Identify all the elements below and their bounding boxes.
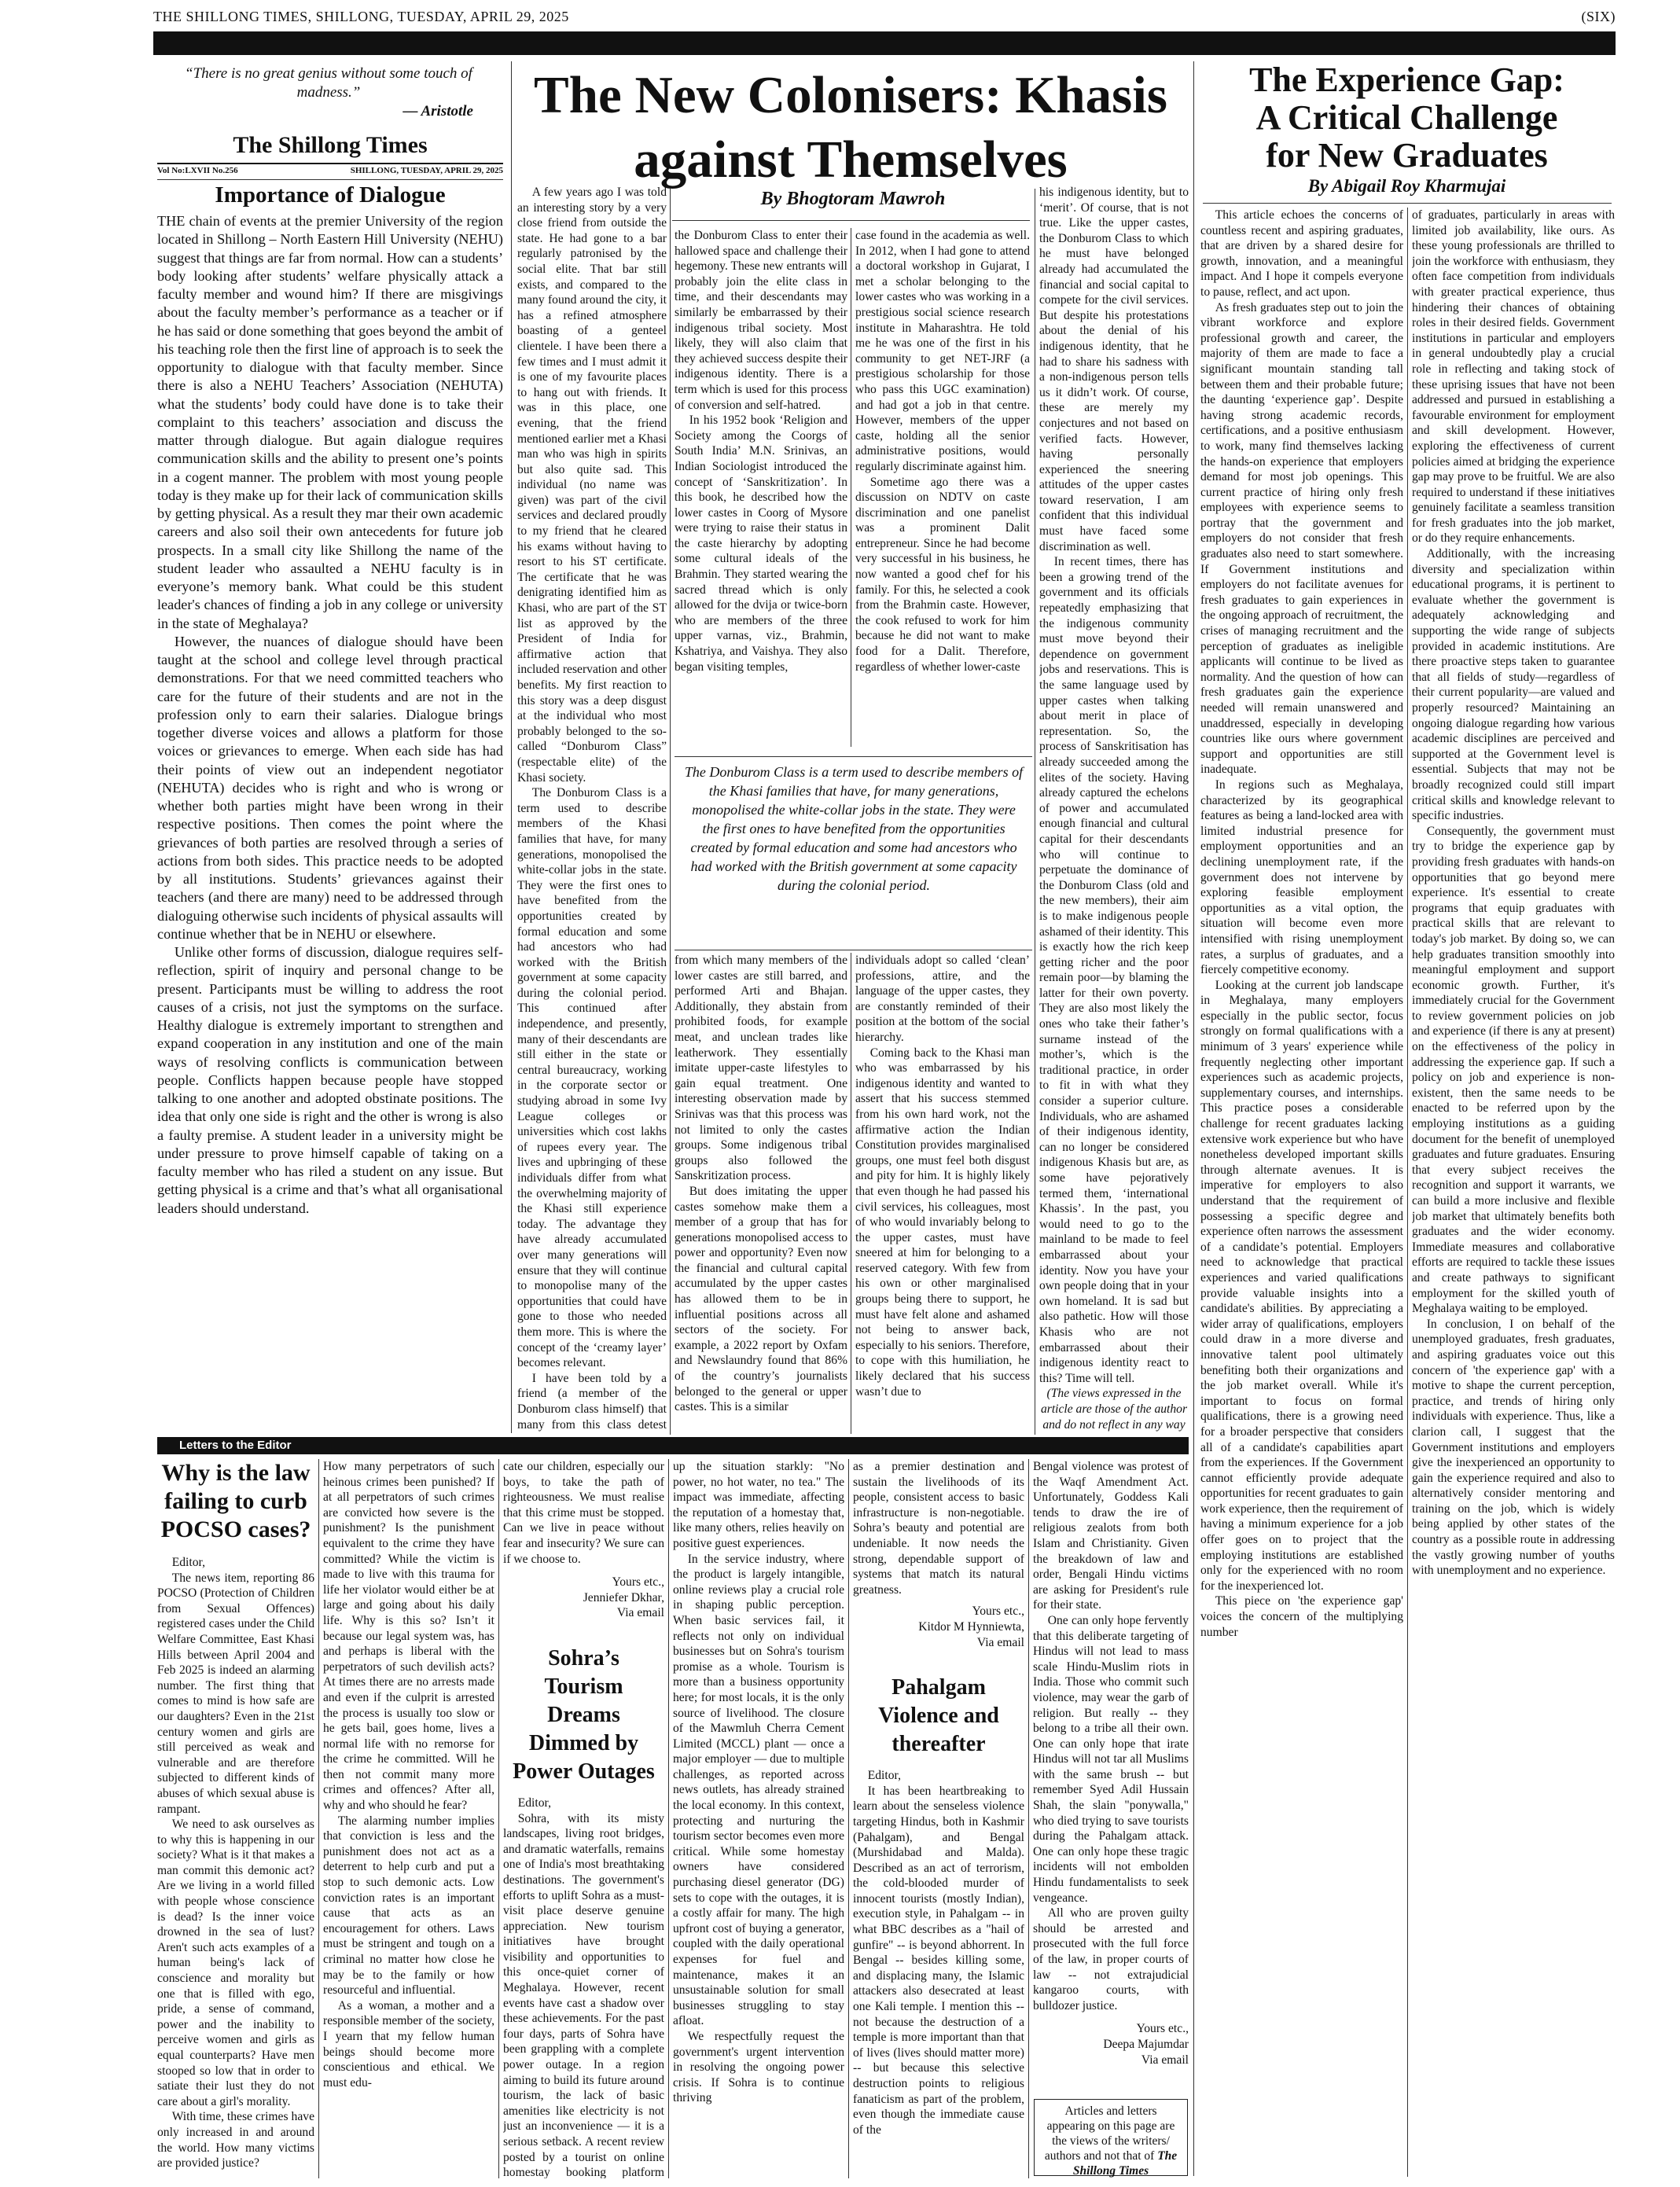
eg-paragraph: of graduates, particularly in areas with limited job availability, like ours. As these young professionals are thrilled to join the workforce with enthusiasm, they often face competition from individuals with greater practical experience, thus hindering their chances of obtaining roles in their desired fields. Government institutions in particular and employers in general undoubtedly play a crucial role in reflecting and taking stock of these uprising issues that have not been addressed and pursued in establishing a favourable environment for employment and skill development. However, exploring the effectiveness of current policies aimed at bridging the experience gap may prove to be fruitful. We are also required to understand if these initiatives genuinely facilitate a seamless transition for fresh graduates into the job market, or do they require enhancements. <box>1412 208 1615 546</box>
letter-paragraph: As a woman, a mother and a responsible member of the society, I yearn that my fellow human beings should become more conscientious and ethical. We must edu- <box>323 1998 494 2090</box>
main-col3b <box>855 953 1030 1434</box>
letter-paragraph: We need to ask ourselves as to why this is happening in our society? What is it that makes a man commit this demonic act? Are we living in a world filled with people whose conscience is dead? Is the inner voice drowned in the sea of lust? Aren't such acts examples of a human being's lack of conscience and morality but one that is filled with ego, pride, a sense of command, power and the inability to perceive women and girls as equal counterparts? Have men stooped so low that in order to satiate their lust they do not care about a girl's morality. <box>157 1818 314 2108</box>
main-paragraph: A few years ago I was told an interesting story by a very close friend from outside the state. He had gone to a bar regularly patronised by the social elite. That bar still exists, and compared to the many found around the city, it has a refined atmosphere boasting of a genteel clientele. I have been there a few times and I must admit it is one of my favourite places to hang out with friends. It was in this place, one evening, that the friend mentioned earlier met a Khasi man who was high in spirits but also quite sad. This individual (no name was given) was part of the civil services and declared proudly to my friend that he cleared his exams without having to resort to his ST certificate. The certificate that he was denigrating identified him as Khasi, who are part of the ST list as approved by the President of India for affirmative action that included reservation and other benefits. My first reaction to this story was a deep disgust at the individual who most probably belonged to the so-called “Donburom Class” (respectable elite) of the Khasi society. <box>517 186 667 785</box>
column-divider <box>668 1459 669 2178</box>
eg-paragraph: As fresh graduates step out to join the vibrant workforce and explore professional growth and career, the majority of them are made to face a significant mountain standing tall between them and their probable future; the daunting ‘experience gap’. Despite having strong academic records, certifications, and a positive enthusiasm to work, many find themselves lacking the hands-on experience that employers demand for most job openings. This current practice of hiring only fresh employees with experience seems to portray that the government and employers do not consider that fresh graduates also need to start somewhere. If Government institutions and employers do not facilitate avenues for fresh graduates to gain experiences in the ongoing approach of recruitment, the crises of managing recruitment and the perception of graduates as ineligible applicants will continue to be lived as normality. And the question of how can fresh graduates gain the experience needed will remain unanswered and unaddressed, especially in developing countries like ours where government support and opportunities are still inadequate. <box>1200 300 1403 777</box>
letter-paragraph: All who are proven guilty should be arrested and prosecuted with the full force of the law, in proper courts of law -- not extrajudicial kangaroo courts, with bulldozer justice. <box>1033 1906 1189 2012</box>
main-paragraph: Sometime ago there was a discussion on NDTV on caste discrimination and one panelist was a prominent Dalit entrepreneur. Since he had become very successful in his business, he now wanted a good chef for his family. For this, he selected a cook from the Brahmin caste. However, the cook refused to work for him because he did not want to make food for a Dalit. Therefore, regardless of whether lower-caste <box>855 475 1030 674</box>
eg-title-line3: for New Graduates <box>1266 136 1548 175</box>
eg-paragraph: In regions such as Meghalaya, characterized by its geographical features as being a land-locked area with limited industrial presence for employment opportunities and an declining unemployment rate, if the government does not intervene by exploring feasible employment opportunities as a vital option, the situation will become even more intensified with rising unemployment rates, a surplus of graduates, and a fiercely competitive economy. <box>1200 777 1403 977</box>
main-col1 <box>517 185 667 1435</box>
header-date-line: THE SHILLONG TIMES, SHILLONG, TUESDAY, APRIL 29, 2025 <box>153 8 569 24</box>
letter2-via: Via email <box>976 1635 1024 1649</box>
letter-paragraph: The news item, reporting 86 POCSO (Protection of Children from Sexual Offences) registered cases under the Child Welfare Committee, East Khasi Hills between April 2004 and Feb 2025 is indeed an alarming number. The first thing that comes to mind is how safe are our daughters? Even in the 21st century women and girls are still perceived as weak and vulnerable and are therefore subjected to different kinds of abuses of which sexual abuse is rampant. <box>157 1571 314 1816</box>
eg-title-line1: The Experience Gap: <box>1249 61 1564 99</box>
column-divider <box>511 61 512 1433</box>
quote-author: — Aristotle <box>403 103 473 119</box>
editorial-paragraph: However, the nuances of dialogue should have been taught at the school and college level through practical demonstrations. For that we need committed teachers who care for the future of their students and are not in the profession only to earn their salaries. Dialogue brings together diverse voices and allows a platform for those voices or grievances to emerge. When each side has had their points of view out an independent negotiator (NEHUTA) decides who is right and who is wrong or whether both parties might have been wrong in their respective positions. Then comes the point where the grievances of both parties are resolved through a series of actions from both sides. This practice needs to be adopted by all institutions. Students’ grievances against their teachers (and there are many) need to be addressed through dialoguing otherwise such incidents of physical assaults will continue whether that be in NEHU or elsewhere. <box>157 633 503 942</box>
column-divider <box>1407 208 1408 2177</box>
letter-paragraph: How many perpetrators of such heinous crimes been punished? If at all perpetrators of such crimes are convicted how severe is the punishment? Is the punishment equivalent to the crime they have committed? While the victim is made to live with this trauma for life her violator would either be at large and going about his daily life. Why is this so? Isn’t it because our legal system was, has and perhaps is liberal with the perpetrators of such devilish acts? At times there are no arrests made and even if the culprit is arrested the process is usually too slow or he gets bail, goes home, lives a normal life with no remorse for the crime he committed. Will he then not commit many more crimes and offences? After all, why and who should he fear? <box>323 1460 494 1813</box>
letters-section-bar <box>157 1437 1189 1454</box>
letter1-sign-yours: Yours etc., <box>612 1575 664 1590</box>
letter-paragraph: Bengal violence was protest of the Waqf Amendment Act. Unfortunately, Goddess Kali tends to draw the ire of religious zealots from both Islam and Christianity. Given the breakdown of law and order, Bengali Hindu victims are asking for President's rule for their state. <box>1033 1460 1189 1612</box>
main-paragraph: his indigenous identity, but to ‘merit’. Of course, that is not true. Like the upper castes, the Donburom Class to which he must have belonged already had accumulated the financial and social capital to compete for the civil services. But despite his protestations about the denial of his indigenous identity, that he had to share his sadness with a non-indigenous person tells us it didn’t work. Of course, these are merely my conjectures and not based on verified facts. However, having personally experienced the sneering attitudes of the upper castes toward reservation, I am confident that this individual must have faced some discrimination as well. <box>1039 186 1189 553</box>
letter1-via: Via email <box>616 1606 664 1620</box>
main-paragraph: Coming back to the Khasi man who was embarrassed by his indigenous identity and wanted to assert that his success stemmed from his own hard work, not the affirmative action the Indian Constitution provides marginalised groups, one must feel both disgust and pity for him. It is highly likely that even though he had passed his civil services, his colleagues, most of who would invariably belong to the upper castes, must have sneered at him for belonging to a reserved category. With few from his own or other marginalised groups being there to support, he must have felt alone and ashamed not being to answer back, especially to his seniors. Therefore, to cope with this humiliation, he likely declared that his success wasn’t due to <box>855 1046 1030 1399</box>
eg-paragraph: Consequently, the government must try to bridge the experience gap by providing fresh graduates with hands-on opportunities that go beyond mere experience. It's essential to create programs that equip graduates with practical skills that are relevant to today's job market. By doing so, we can help graduates transition smoothly into meaningful employment and support economic growth. Further, it's immediately crucial for the Government to review government policies on job and experience (if there is any at present) on the effectiveness of the policy in addressing the experience gap. If such a policy on job and experience is non-existent, then the same needs to be enacted to be referred upon by the employing institutions as a guiding document for the benefit of unemployed graduates and future graduates. Ensuring that every subject receives the recognition and support it warrants, we can build a more inclusive and flexible job market that ultimately benefits both graduates and the wider economy. Immediate measures and collaborative efforts are required to tackle these issues and create pathways to significant employment for the skilled youth of Meghalaya waiting to be employed. <box>1412 824 1615 1316</box>
eg-paragraph: This article echoes the concerns of countless recent and aspiring graduates, that are driven by a shared desire for growth, innovation, and a meaningful impact. And I hope it compels everyone to pause, reflect, and act upon. <box>1200 208 1403 299</box>
letter-paragraph: The alarming number implies that conviction is less and the punishment does not act as a deterrent to help curb and put a stop to such demonic acts. Low conviction rates is an important cause that acts as an encouragement for others. Laws must be stringent and tough on a criminal no matter how close he may be to the family or how resourceful and influential. <box>323 1814 494 1998</box>
editorial-notice-box <box>1034 2099 1188 2176</box>
editorial-rule-bottom <box>157 179 503 180</box>
letter3-title: Pahalgam Violence and thereafter <box>878 1675 999 1757</box>
editorial-date: SHILLONG, TUESDAY, APRIL 29, 2025 <box>350 166 503 175</box>
letter1-col1 <box>157 1459 314 2178</box>
letter-paragraph: With time, these crimes have only increased in and around the world. How many victims are provided justice? <box>157 2110 314 2170</box>
main-col4 <box>1039 185 1189 1435</box>
column-divider <box>670 189 671 1435</box>
main-article-title <box>513 63 1189 192</box>
column-divider <box>498 1459 499 2178</box>
letter1-col2 <box>323 1459 494 2178</box>
letter3-author: Deepa Majumdar <box>1103 2037 1189 2051</box>
pull-quote-rule-top <box>675 756 1032 757</box>
main-paragraph: The Donburom Class is a term used to describe members of the Khasi families that have, for many generations, monopolised the white-collar jobs in the state. They were the first ones to have benefited from the opportunities created by formal education and some had ancestors who had worked with the British government at some capacity during the colonial period. This continued after independence, and presently, many of their descendants are still either in the state or central bureaucracy, working in the corporate sector or studying abroad in some Ivy League colleges or universities which cost lakhs of rupees every year. The lives and upbringing of these individuals differ from what the overwhelming majority of the Khasi still experience today. The advantage they have already accumulated over many generations will ensure that they will continue to monopolise many of the opportunities that could have gone to those who needed them more. This is where the concept of the ‘creamy layer’ becomes relevant. <box>517 786 667 1370</box>
letter1-col3 <box>503 1459 664 2178</box>
letter2-sign-yours: Yours etc., <box>972 1604 1024 1619</box>
notice-text: Articles and letters appearing on this page are the views of the writers/ authors and not that of <box>1044 2104 1175 2163</box>
eg-paragraph: Looking at the current job landscape in Meghalaya, many employers especially in the public sector, focus strongly on formal qualifications with a minimum of 3 years' experience while frequently neglecting other important experiences such as academic projects, supplementary courses, and internships. This practice poses a considerable challenge for recent graduates lacking extensive work experience but who have nonetheless developed important skills through alternate avenues. It is imperative for employers to also understand that the requirement of possessing a specific degree and experience often narrows the assessment of a candidate’s potential. Employers need to acknowledge that practical experiences and varied qualifications provide valuable insights into a candidate's abilities. By appreciating a wider array of qualifications, employers could draw in a more diverse and innovative talent pool ultimately benefiting both their organizations and the job market overall. While it's important to focus on formal qualifications, there is a growing need for a broader perspective that considers all of a candidate's capabilities apart from the experiences. If the Government cannot efficiently provide adequate opportunities for recent graduates to gain work experience, then the requirement of having a minimum experience for a job offer goes on to project that the employing institutions are established only for the experienced with no room for the inexperienced lot. <box>1200 978 1403 1593</box>
letter1-author: Jenniefer Dkhar, <box>583 1590 664 1604</box>
eg-byline-rule <box>1203 203 1612 204</box>
letter-salutation: Editor, <box>171 1556 205 1569</box>
letter3-sign-yours: Yours etc., <box>1136 2022 1189 2036</box>
main-paragraph: case found in the academia as well. In 2012, when I had gone to attend a doctoral workshop in Gujarat, I met a scholar belonging to the lower castes who was working in a prestigious social science research institute in Maharashtra. He told me he was one of the first in his community to get NET-JRF (a prestigious scholarship for those who pass this UGC examination) and had got a job in that centre. However, members of the upper caste, holding all the senior administrative positions, would regularly discriminate against him. <box>855 229 1030 473</box>
letter2-col2 <box>673 1459 844 2178</box>
page-header <box>153 5 1616 28</box>
letter-paragraph: Sohra, with its misty landscapes, living root bridges, and dramatic waterfalls, remains one of India's most breathtaking destinations. The government's efforts to uplift Sohra as a must-visit place deserve genuine appreciation. New tourism initiatives have brought visibility and opportunities to this once-quiet corner of Meghalaya. However, recent events have cast a shadow over these achievements. For the past four days, parts of Sohra have been grappling with a complete power outage. In a region aiming to build its future around tourism, the lack of basic amenities like electricity is not just an inconvenience — it is a serious setback. A recent review posted by a tourist on online homestay booking platform <box>503 1811 664 2178</box>
main-paragraph: In his 1952 book ‘Religion and Society among the Coorgs of South India’ M.N. Srinivas, an Indian Sociologist introduced the concept of ‘Sanskritization’. In this book, he described how the lower castes in Coorg of Mysore were trying to raise their status in the caste hierarchy by adopting some cultural ideals of the Brahmin. They started wearing the sacred thread which is only allowed for the dvija or twice-born who are members of the three upper varnas, viz., Brahmin, Kshatriya, and Vaishya. They also began visiting temples, <box>675 414 847 674</box>
main-article-byline: By Bhogtoram Mawroh <box>760 189 946 209</box>
page-number: (SIX) <box>1581 8 1616 24</box>
letter-paragraph: We respectfully request the government's urgent intervention in resolving the ongoing power crisis. If Sohra is to continue thriving <box>673 2029 844 2105</box>
editorial-volume-line <box>157 166 503 175</box>
main-paragraph: from which many members of the lower castes are still barred, and performed Arti and Bhajan. Additionally, they abstain from prohibited foods, for example meat, and unclean trades like leatherwork. They essentially imitate upper-caste lifestyles to gain equal treatment. One interesting observation made by Srinivas was that this process was not limited to only the castes groups. Some indigenous tribal groups also followed the Sanskritization process. <box>675 954 847 1183</box>
letter-salutation: Editor, <box>867 1769 901 1783</box>
letters-section-label: Letters to the Editor <box>179 1439 292 1452</box>
main-title-line1: The New Colonisers: Khasis <box>534 66 1167 124</box>
main-paragraph: individuals adopt so called ‘clean’ professions, attire, and the language of the upper castes, they are constantly reminded of their position at the bottom of the social hierarchy. <box>855 954 1030 1044</box>
editorial-body <box>157 212 503 1435</box>
experience-gap-title <box>1197 61 1617 175</box>
editorial-rule-top <box>157 163 503 164</box>
editorial-paper-name: The Shillong Times <box>233 132 428 158</box>
letter-salutation: Editor, <box>517 1796 551 1810</box>
letter2-author: Kitdor M Hynniewta, <box>918 1619 1024 1634</box>
letter2-col3 <box>853 1459 1024 2178</box>
letter-paragraph: One can only hope fervently that this deliberate targeting of Hindus will not lead to mass scale Hindu-Muslim riots in India. Those who commit such violence, may wear the garb of religion. But really -- they belong to a tribe all their own. One can only hope that irate Hindus will not tar all Muslims with the same brush -- but remember Syed Adil Hussain Shah, the slain "ponywalla," who died trying to save tourists during the Pahalgam attack. One can only hope these tragic incidents will not embolden Hindu fundamentalists to seek vengeance. <box>1033 1613 1189 1905</box>
letter3-via: Via email <box>1141 2053 1189 2067</box>
column-divider <box>1028 1459 1029 2178</box>
main-paragraph: But does imitating the upper castes somehow make them a member of a group that has for generations monopolised access to power and opportunity? Even now the financial and cultural capital accumulated by the upper castes has allowed them to be in influential positions across all sectors of the society. For example, a 2022 report by Oxfam and Newslaundry found that 86% of the country’s journalists belonged to the general or upper castes. This is a similar <box>675 1184 847 1414</box>
letter-paragraph: It has been heartbreaking to learn about the senseless violence targeting Hindus, both in Kashmir (Pahalgam), and Bengal (Murshidabad and Malda). Described as an act of terrorism, the cold-blooded murder of innocent tourists (mostly Indian), execution style, in Pahalgam -- in what BBC describes as a "hail of gunfire" -- is beyond abhorrent. In Bengal -- besides killing some, and displacing many, the Islamic attackers also desecrated at least one Kali temple. I mention this -- not because the destruction of a temple is more important than that of lives (lives should matter more) -- but because this selective destruction points to religious fanaticism as part of the problem, even though the immediate cause of the <box>853 1784 1024 2137</box>
volume-number: Vol No:LXVII No.256 <box>157 166 238 175</box>
main-paragraph: the Donburom Class to enter their hallowed space and challenge their hegemony. These new entrants will probably join the elite class in time, and their descendants may similarly be embarrassed by their indigenous tribal society. Most likely, they will also claim that they achieved success despite their indigenous identity. There is a term which is used for this process of conversion and self-hatred. <box>675 229 847 412</box>
letter1-title: Why is the law failing to curb POCSO cases? <box>160 1460 311 1542</box>
eg-title-line2: A Critical Challenge <box>1255 98 1558 137</box>
letter2-title: Sohra’s Tourism Dreams Dimmed by Power Outages <box>513 1645 655 1784</box>
byline-rule <box>672 220 1030 221</box>
article-disclaimer: (The views expressed in the article are those of the author and do not reflect in any way <box>1040 1387 1188 1432</box>
eg-col2 <box>1412 208 1615 2181</box>
letter3-col2 <box>1033 1459 1189 2178</box>
main-title-line2: against Themselves <box>634 130 1068 189</box>
column-divider <box>848 1459 849 2178</box>
editorial-quote <box>179 64 478 121</box>
editorial-paragraph: Unlike other forms of discussion, dialogue requires self-reflection, spirit of inquiry and personal change to be present. Participants must be willing to address the root causes of a crisis, not just the symptoms on the surface. Healthy dialogue is extremely important to strengthen and expand cooperation in any institution and one of the main ways of resolving conflicts is communication between people. Conflicts happen because people have stopped talking to one another and adopted obstinate positions. The idea that only one side is right and the other is wrong is also a faulty premise. A student leader in a university might be under pressure to prove himself capable of taking on a faculty member who has riled a student on any issue. But getting physical is a crime and that’s what all organisational leaders should understand. <box>157 944 503 1216</box>
header-bar <box>153 31 1616 55</box>
main-paragraph: In recent times, there has been a growing trend of the government and its officials repeatedly emphasizing that the indigenous community must move beyond their dependence on government jobs and reservations. This is the same language used by upper castes when talking about merit in place of representation. So, the process of Sanskritisation has already succeeded among the elites of the society. Having already captured the echelons of power and accumulated enough financial and cultural capital for their descendants who will continue to perpetuate the dominance of the Donburom Class (old and the new members), their aim is to make indigenous people ashamed of their identity. This is exactly how the rich keep getting richer and the poor remain poor—by blaming the latter for their own poverty. They are also most likely the ones who take their father’s surname instead of the mother’s, which is the traditional practice, in order to fit in with what they consider a superior culture. Individuals, who are ashamed of their indigenous identity, can no longer be considered indigenous Khasis but are, as some have pejoratively termed them, ‘international Khassis’. In the past, you would need to go to the mainland to be made to feel embarrassed about your identity. Now you have your own people doing that in your own homeland. It is sad but also pathetic. How will those Khasis who are not embarrassed about their indigenous identity react to this? Time will tell. <box>1039 555 1189 1385</box>
experience-gap-byline: By Abigail Roy Kharmujai <box>1307 176 1506 196</box>
quote-text: “There is no great genius without some touch of madness.” <box>185 65 472 101</box>
main-paragraph: I have been told by a friend (a member of the Donburom class himself) that many from this class detest <box>517 1371 667 1432</box>
eg-paragraph: Additionally, with the increasing diversity and specialization within educational programs, it is pertinent to evaluate whether the government is adequately acknowledging and supporting the wide range of subjects provided in academic institutions. Are there proactive steps taken to guarantee that all fields of study—regardless of their current popularity—are valued and properly resourced? Maintaining an ongoing dialogue regarding how various academic disciplines are perceived and supported at the Government level is essential. Subjects that may not be broadly recognized could still impart critical skills and knowledge relevant to specific industries. <box>1412 547 1615 823</box>
editorial-paragraph: THE chain of events at the premier University of the region located in Shillong – North Eastern Hill University (NEHU) suggest that things are far from normal. How can a students’ body looking after students’ welfare physically attack a faculty member and wound him? If there are misgivings about the faculty member’s performance as a teacher or if he has said or done something that goes beyond the ambit of his teaching role then the first line of approach is to seek the opportunity to dialogue with that faculty member. Since there is also a NEHU Teachers’ Association (NEHUTA) what the students’ body could have done is to take their complaint to this teachers’ association and discuss the matter through dialogue. But again dialogue requires communication skills and the ability to present one’s points in a cogent manner. The problem with most young people today is they make up for their lack of communication skills by getting physical. As a result they mar their own academic careers and also soil their own antecedents for future job prospects. In a small city like Shillong the name of the student leader who assaulted a NEHU faculty is in everyone’s memory bank. What could be this student leader's chances of finding a job in any college or university in the state of Meghalaya? <box>157 213 503 631</box>
main-col2 <box>675 228 847 747</box>
letter-paragraph: In the service industry, where the product is largely intangible, online reviews play a crucial role in shaping public perception. When basic services fail, it reflects not only on individual businesses but on Sohra's tourism promise as a whole. Tourism is more than a business opportunity here; for most locals, it is the only source of livelihood. The closure of the Mawmluh Cherra Cement Limited (MCCL) plant — once a major employer — due to multiple challenges, as reported across news outlets, has already strained the local economy. In this context, protecting and nurturing the tourism sector becomes even more critical. While some homestay owners have considered purchasing diesel generator (DG) sets to cope with the outages, it is a costly affair for many. The high upfront cost of buying a generator, coupled with the daily operational expenses for fuel and maintenance, makes it an unsustainable solution for small businesses struggling to stay afloat. <box>673 1552 844 2028</box>
editorial-title: Importance of Dialogue <box>215 182 446 208</box>
letter-paragraph: as a premier destination and sustain the livelihoods of its people, consistent access to basic infrastructure is non-negotiable. Sohra’s beauty and potential are undeniable. It now needs the strong, dependable support of systems that match its natural greatness. <box>853 1460 1024 1597</box>
main-col2b <box>675 953 847 1434</box>
eg-paragraph: This piece on 'the experience gap' voices the concern of the multiplying number <box>1200 1594 1403 1639</box>
eg-paragraph: In conclusion, I on behalf of the unemployed graduates, fresh graduates, and aspiring graduates voice out this concern of 'the experience gap' with a motive to shape the current perception, practice, and trends of hiring only individuals with experience. Thus, like a clarion call, I suggest that the Government institutions and employers give the inexperienced an opportunity to gain the experience required and also to alternatively consider mentoring and training on the job, which is widely being applied by other states of the country as a possible route in addressing the vastly growing number of youths with unemployment and no experience. <box>1412 1317 1615 1578</box>
pull-quote: The Donburom Class is a term used to describe members of the Khasi families that have, for many generations, monopolised the white-collar jobs in the state. They were the first ones to have benefited from the opportunities created by formal education and some had ancestors who had worked with the British government at some capacity during the colonial period. <box>684 764 1024 893</box>
column-divider <box>1193 61 1194 2176</box>
main-col3 <box>855 228 1030 747</box>
eg-col1 <box>1200 208 1403 2181</box>
column-divider <box>318 1459 319 2178</box>
letter-paragraph: cate our children, especially our boys, to take the path of righteousness. We must realise that this crime must be stopped. Can we live in peace without fear and insecurity? We sure can if we choose to. <box>503 1460 664 1566</box>
notice-paper-name: The Shillong Times <box>1072 2149 1178 2178</box>
letter-paragraph: up the situation starkly: "No power, no hot water, no tea." The impact was immediate, affecting the reputation of a homestay that, like many others, relies heavily on positive guest experiences. <box>673 1460 844 1550</box>
